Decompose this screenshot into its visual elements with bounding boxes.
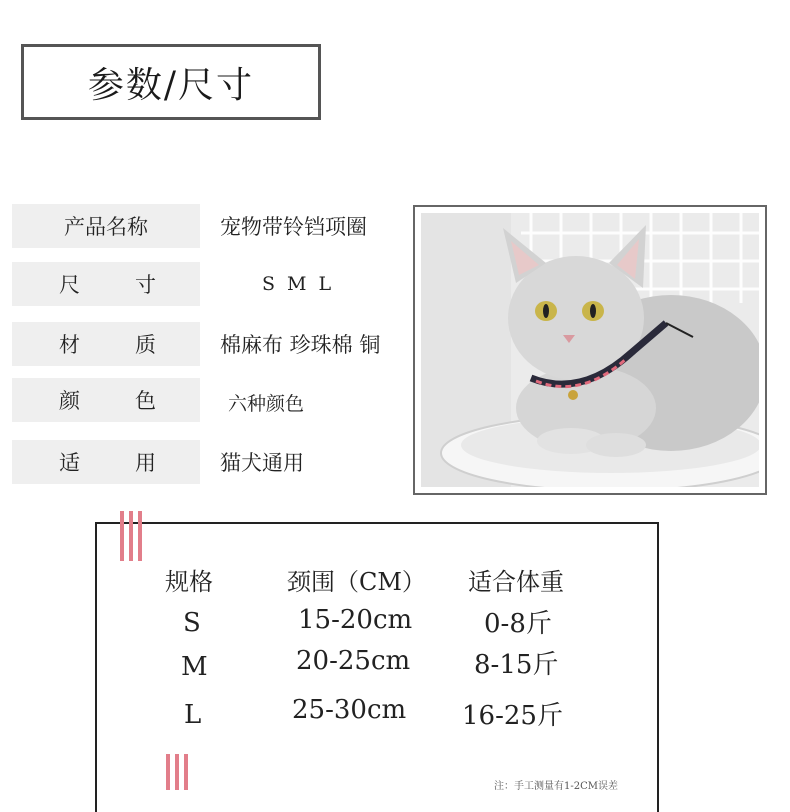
size-table-header-spec: 规格 — [165, 568, 213, 596]
spec-label-name — [12, 204, 200, 248]
measurement-note: 注：手工测量有1-2CM误差 — [494, 781, 618, 792]
size-table-cell-weight: 0-8斤 — [484, 609, 552, 639]
size-table-cell-weight: 8-15斤 — [474, 650, 559, 680]
spec-row-material — [12, 322, 200, 366]
cat-collar-photo — [421, 213, 759, 487]
spec-label-char: 质 — [135, 333, 156, 357]
size-table-cell-neck: 20-25cm — [296, 646, 411, 676]
spec-row-size — [12, 262, 200, 306]
spec-value-material: 棉麻布 珍珠棉 铜 — [220, 333, 381, 357]
spec-label-char: 用 — [135, 451, 156, 475]
pink-stripe-decoration — [120, 511, 142, 561]
size-table-header-weight: 适合体重 — [468, 568, 564, 596]
spec-label-char: 寸 — [135, 273, 156, 297]
size-table-cell-size: M — [181, 652, 208, 682]
pink-stripe-decoration — [166, 754, 188, 790]
spec-label-char: 适 — [59, 451, 80, 475]
spec-row-name — [12, 204, 200, 248]
size-table-cell-neck: 15-20cm — [298, 605, 413, 635]
spec-row-color — [12, 378, 200, 422]
spec-label-color — [12, 378, 200, 422]
spec-label-char: 色 — [135, 389, 156, 413]
spec-row-usage — [12, 440, 200, 484]
spec-label-text: 产品名称 — [64, 215, 148, 239]
spec-value-color: 六种颜色 — [228, 392, 305, 415]
page-title: 参数/尺寸 — [87, 64, 255, 106]
spec-value-usage: 猫犬通用 — [220, 451, 304, 475]
spec-label-material — [12, 322, 200, 366]
size-table-cell-weight: 16-25斤 — [462, 701, 563, 731]
spec-label-char: 材 — [59, 333, 80, 357]
size-table-cell-size: L — [184, 700, 202, 730]
product-photo-frame — [413, 205, 767, 495]
spec-label-size — [12, 262, 200, 306]
size-table-header-neck: 颈围（CM） — [287, 568, 426, 596]
spec-value-size: S M L — [262, 273, 335, 295]
spec-label-char: 尺 — [59, 273, 80, 297]
spec-label-char: 颜 — [59, 389, 80, 413]
spec-value-name: 宠物带铃铛项圈 — [220, 215, 367, 239]
spec-label-usage — [12, 440, 200, 484]
page-title-box — [21, 44, 321, 120]
size-table-cell-neck: 25-30cm — [292, 695, 407, 725]
size-table-cell-size: S — [183, 608, 201, 638]
